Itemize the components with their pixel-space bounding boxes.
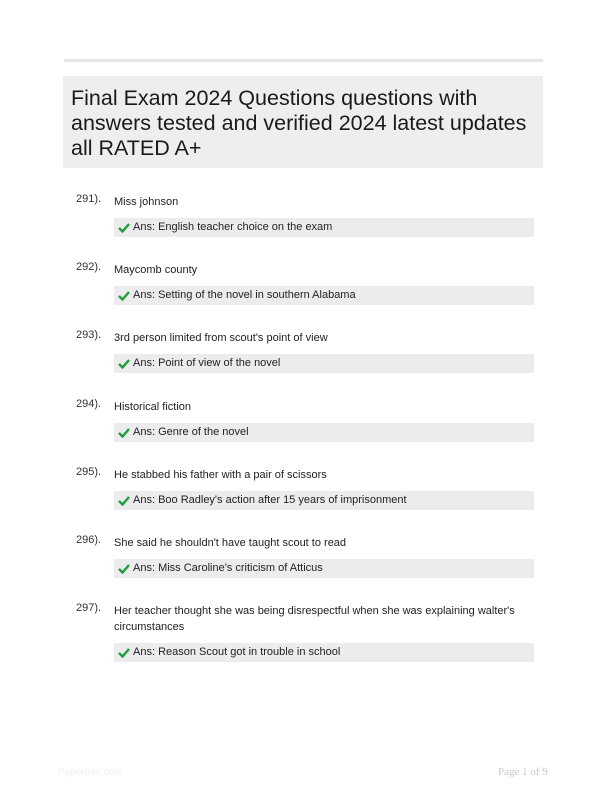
question-text: He stabbed his father with a pair of scissors [114, 469, 327, 481]
check-icon [118, 563, 130, 574]
question-number: 294). [76, 398, 102, 410]
answer-text: Ans: Miss Caroline's criticism of Atticus [133, 562, 323, 574]
answer-box [114, 423, 534, 442]
answer-text: Ans: Setting of the novel in southern Alabama [133, 289, 356, 301]
answer-box [114, 491, 534, 510]
question-number: 296). [76, 534, 102, 546]
page-indicator: Page 1 of 9 [498, 766, 548, 778]
question-number: 293). [76, 329, 102, 341]
answer-box [114, 559, 534, 578]
answer-box [114, 218, 534, 237]
watermark: Paperbite.com [58, 767, 123, 778]
question-number: 291). [76, 193, 102, 205]
answer-box [114, 643, 534, 662]
check-icon [118, 647, 130, 658]
answer-text: Ans: Reason Scout got in trouble in school [133, 646, 341, 658]
question-number: 297). [76, 602, 102, 614]
answer-box [114, 354, 534, 373]
check-icon [118, 358, 130, 369]
question-text: Her teacher thought she was being disrespectful when she was explaining walter's circumstances [114, 605, 515, 633]
check-icon [118, 427, 130, 438]
check-icon [118, 222, 130, 233]
check-icon [118, 290, 130, 301]
title-banner [63, 76, 543, 168]
page-title: Final Exam 2024 Questions questions with answers tested and verified 2024 latest updates all RATED A+ [71, 86, 527, 160]
check-icon [118, 495, 130, 506]
answer-text: Ans: Boo Radley's action after 15 years of imprisonment [133, 494, 407, 506]
question-number: 295). [76, 466, 102, 478]
question-text: Historical fiction [114, 401, 192, 413]
question-text: Maycomb county [114, 264, 198, 276]
top-divider [64, 59, 543, 62]
question-text: She said he shouldn't have taught scout to read [114, 537, 347, 549]
answer-text: Ans: English teacher choice on the exam [133, 221, 333, 233]
question-text: 3rd person limited from scout's point of view [114, 332, 328, 344]
question-number: 292). [76, 261, 102, 273]
answer-text: Ans: Genre of the novel [133, 426, 249, 438]
answer-box [114, 286, 534, 305]
answer-text: Ans: Point of view of the novel [133, 357, 281, 369]
question-text: Miss johnson [114, 196, 179, 208]
